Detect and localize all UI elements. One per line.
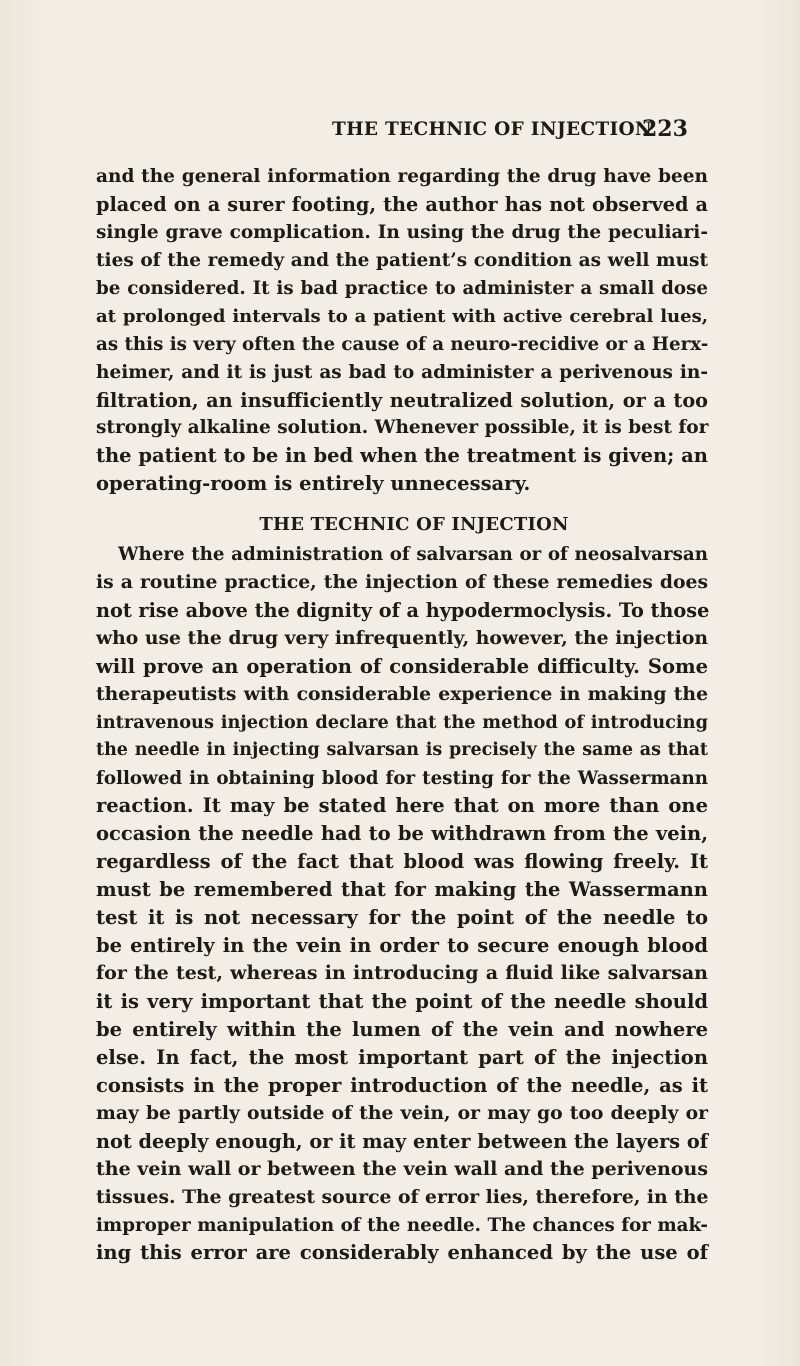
text-line: the needle in injecting salvarsan is precisely the same as that: [96, 739, 708, 760]
text-line: operating-room is entirely unnecessary.: [96, 472, 531, 496]
text-line: regardless of the fact that blood was flowing freely. It: [96, 850, 708, 874]
text-line: will prove an operation of considerable difficulty. Some: [96, 654, 708, 678]
text-line: for the test, whereas in introducing a fluid like salvarsan: [96, 962, 708, 985]
paragraph-technic: [96, 541, 708, 1267]
paragraph-continued: [96, 163, 708, 498]
section-heading: [0, 514, 800, 535]
text-line: who use the drug very infrequently, however, the injection: [96, 626, 708, 649]
text-line: may be partly outside of the vein, or may go too deeply or: [96, 1101, 708, 1124]
text-line: not deeply enough, or it may enter between the layers of: [96, 1129, 708, 1153]
text-line: heimer, and it is just as bad to administer a perivenous in-: [96, 361, 708, 383]
text-line: strongly alkaline solution. Whenever possible, it is best for: [96, 417, 709, 439]
page-number: 223: [642, 116, 688, 142]
text-line: improper manipulation of the needle. The chances for mak-: [96, 1214, 708, 1236]
text-line: and the general information regarding the drug have been: [96, 166, 708, 187]
text-line: it is very important that the point of the needle should: [96, 990, 708, 1013]
text-line: test it is not necessary for the point of the needle to: [96, 906, 708, 930]
section-heading-text: THE TECHNIC OF INJECTION: [259, 514, 569, 535]
text-line: therapeutists with considerable experience in making the: [96, 682, 708, 705]
text-line: be entirely in the vein in order to secure enough blood: [96, 934, 708, 958]
text-line: be considered. It is bad practice to administer a small dose: [96, 277, 708, 299]
text-line: as this is very often the cause of a neuro-recidive or a Herx-: [96, 333, 709, 355]
text-line: placed on a surer footing, the author has not observed a: [96, 192, 708, 216]
text-line: single grave complication. In using the drug the peculiari-: [96, 221, 708, 243]
running-title: THE TECHNIC OF INJECTION: [332, 119, 653, 140]
text-line: Where the administration of salvarsan or of neosalvarsan: [118, 544, 708, 565]
running-header: [0, 116, 800, 146]
text-line: followed in obtaining blood for testing for the Wassermann: [96, 767, 708, 789]
text-line: occasion the needle had to be withdrawn from the vein,: [96, 822, 708, 846]
text-line: not rise above the dignity of a hypodermoclysis. To those: [96, 598, 710, 622]
text-line: ing this error are considerably enhanced by the use of: [96, 1241, 708, 1265]
text-line: intravenous injection declare that the method of introducing: [96, 711, 708, 733]
text-line: filtration, an insufficiently neutralized solution, or a too: [96, 388, 708, 412]
text-line: be entirely within the lumen of the vein and nowhere: [96, 1017, 708, 1041]
text-line: else. In fact, the most important part of the injection: [96, 1045, 708, 1069]
text-line: reaction. It may be stated here that on more than one: [96, 794, 708, 818]
text-line: at prolonged intervals to a patient with active cerebral lues,: [96, 305, 708, 327]
text-line: tissues. The greatest source of error lies, therefore, in the: [96, 1185, 709, 1208]
text-line: is a routine practice, the injection of these remedies does: [96, 570, 708, 593]
text-line: consists in the proper introduction of the needle, as it: [96, 1073, 708, 1097]
text-line: the patient to be in bed when the treatment is given; an: [96, 444, 708, 468]
text-line: ties of the remedy and the patient’s condition as well must: [96, 249, 708, 271]
text-line: must be remembered that for making the Wassermann: [96, 878, 708, 902]
text-line: the vein wall or between the vein wall and the perivenous: [96, 1157, 709, 1180]
